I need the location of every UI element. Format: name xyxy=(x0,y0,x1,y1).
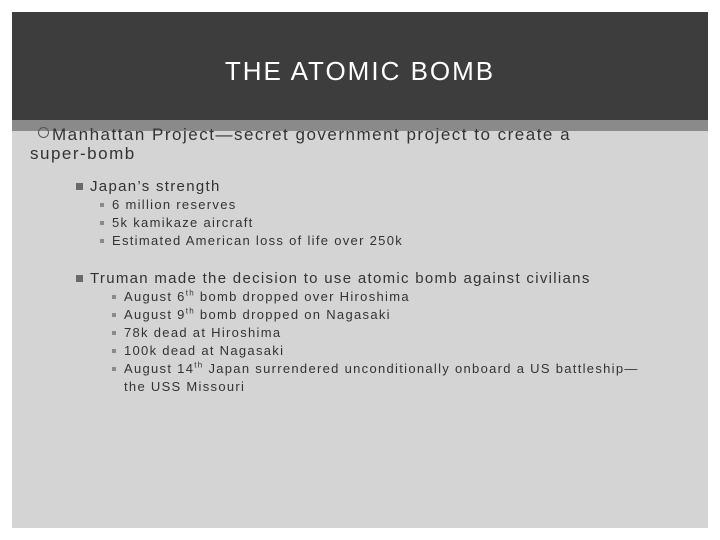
list-item: 6 million reserves xyxy=(112,196,672,214)
small-square-bullet-icon xyxy=(100,221,104,225)
small-square-bullet-icon xyxy=(112,367,116,371)
main-bullet-line1: Manhattan Project—secret government project to create a xyxy=(52,125,572,144)
small-square-bullet-icon xyxy=(100,203,104,207)
truman-heading xyxy=(90,270,591,288)
list-item: 78k dead at Hiroshima xyxy=(124,324,684,342)
small-square-bullet-icon xyxy=(112,331,116,335)
hollow-circle-bullet-icon xyxy=(38,127,49,138)
small-square-bullet-icon xyxy=(112,349,116,353)
square-bullet-icon xyxy=(76,183,83,190)
slide-title: THE ATOMIC BOMB xyxy=(224,56,496,86)
small-square-bullet-icon xyxy=(100,239,104,243)
japan-heading xyxy=(90,178,221,196)
list-item: 100k dead at Nagasaki xyxy=(124,342,684,360)
list-item: August 14th Japan surrendered unconditionally onboard a US battleship— the USS Missouri xyxy=(124,360,684,396)
list-item: 5k kamikaze aircraft xyxy=(112,214,672,232)
list-item: August 6th bomb dropped over Hiroshima xyxy=(124,288,684,306)
japan-heading-text: Japan’s strength xyxy=(90,178,221,195)
main-bullet xyxy=(30,125,652,163)
small-square-bullet-icon xyxy=(112,295,116,299)
square-bullet-icon xyxy=(76,275,83,282)
list-item: August 9th bomb dropped on Nagasaki xyxy=(124,306,684,324)
truman-heading-text: Truman made the decision to use atomic bomb against civilians xyxy=(90,270,591,287)
small-square-bullet-icon xyxy=(112,313,116,317)
list-item: Estimated American loss of life over 250k xyxy=(112,232,672,250)
title-bar xyxy=(12,12,708,131)
main-bullet-line2: super-bomb xyxy=(30,144,136,163)
